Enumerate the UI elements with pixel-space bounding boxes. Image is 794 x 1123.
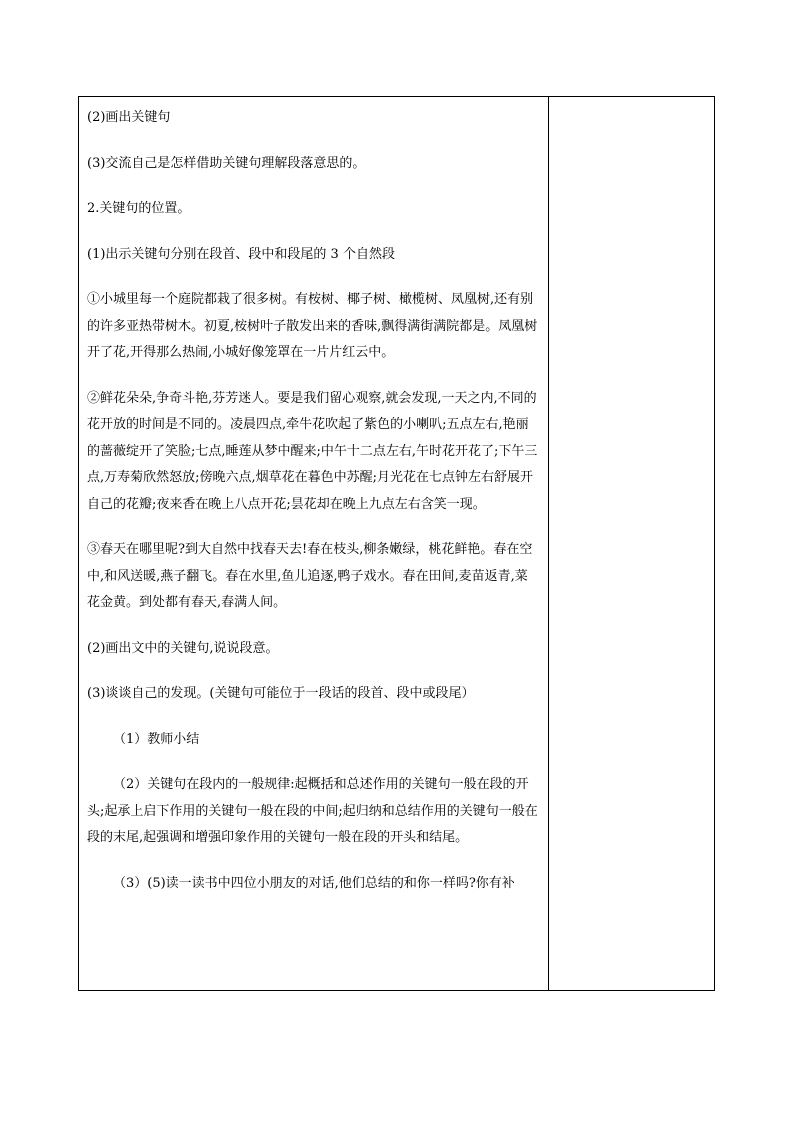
step-discuss-understanding: (3)交流自己是怎样借助关键句理解段落意思的。	[87, 155, 366, 171]
example-paragraph-2: ②鲜花朵朵,争奇斗艳,芬芳迷人。要是我们留心观察,就会发现,一天之内,不同的花开放的时间是不同的。凌晨四点,牵牛花吹起了紫色的小喇叭;五点左右,艳丽的蔷薇绽开了笑脸;七点,睡莲从梦中醒来;中午十二点左右,午时花开花了;下午三点,万寿菊欣然怒放;傍晚六点,烟草花在暮色中苏醒;月光花在七点钟左右舒展开自己的花瓣;夜来香在晚上八点开花;昙花却在晚上九点左右含笑一现。	[87, 390, 538, 512]
example-paragraph-3: ③春天在哪里呢?到大自然中找春天去!春在枝头,柳条嫩绿，桃花鲜艳。春在空中,和风送暖,燕子翻飞。春在水里,鱼儿追逐,鸭子戏水。春在田间,麦苗返青,菜花金黄。到处都有春天,春满人间。	[87, 542, 533, 610]
step-share-findings: (3)谈谈自己的发现。(关键句可能位于一段话的段首、段中或段尾）	[87, 686, 475, 701]
step-show-three-paragraphs: (1)出示关键句分别在段首、段中和段尾的 3 个自然段	[87, 246, 395, 262]
read-dialogue-step: （3）(5)读一读书中四位小朋友的对话,他们总结的和你一样吗?你有补	[113, 875, 515, 891]
step-draw-key-sentence: (2)画出关键句	[87, 110, 171, 125]
lesson-content-cell	[79, 97, 549, 990]
notes-cell	[549, 97, 714, 990]
example-paragraph-1: ①小城里每一个庭院都栽了很多树。有桉树、椰子树、橄榄树、凤凰树,还有别的许多亚热带树木。初夏,桉树叶子散发出来的香味,飘得满街满院都是。凤凰树开了花,开得那么热闹,小城好像笼罩在一片片红云中。	[87, 292, 538, 360]
key-sentence-rules: （2）关键句在段内的一般规律:起概括和总述作用的关键句一般在段的开头;起承上启下作用的关键句一般在段的中间;起归纳和总结作用的关键句一般在段的末尾,起强调和增强印象作用的关键句一般在段的开头和结尾。	[87, 777, 538, 845]
section-key-sentence-position: 2.关键句的位置。	[87, 201, 191, 216]
teacher-summary-heading: （1）教师小结	[113, 731, 200, 747]
lesson-table	[78, 96, 715, 991]
step-draw-and-explain: (2)画出文中的关键句,说说段意。	[87, 640, 279, 656]
